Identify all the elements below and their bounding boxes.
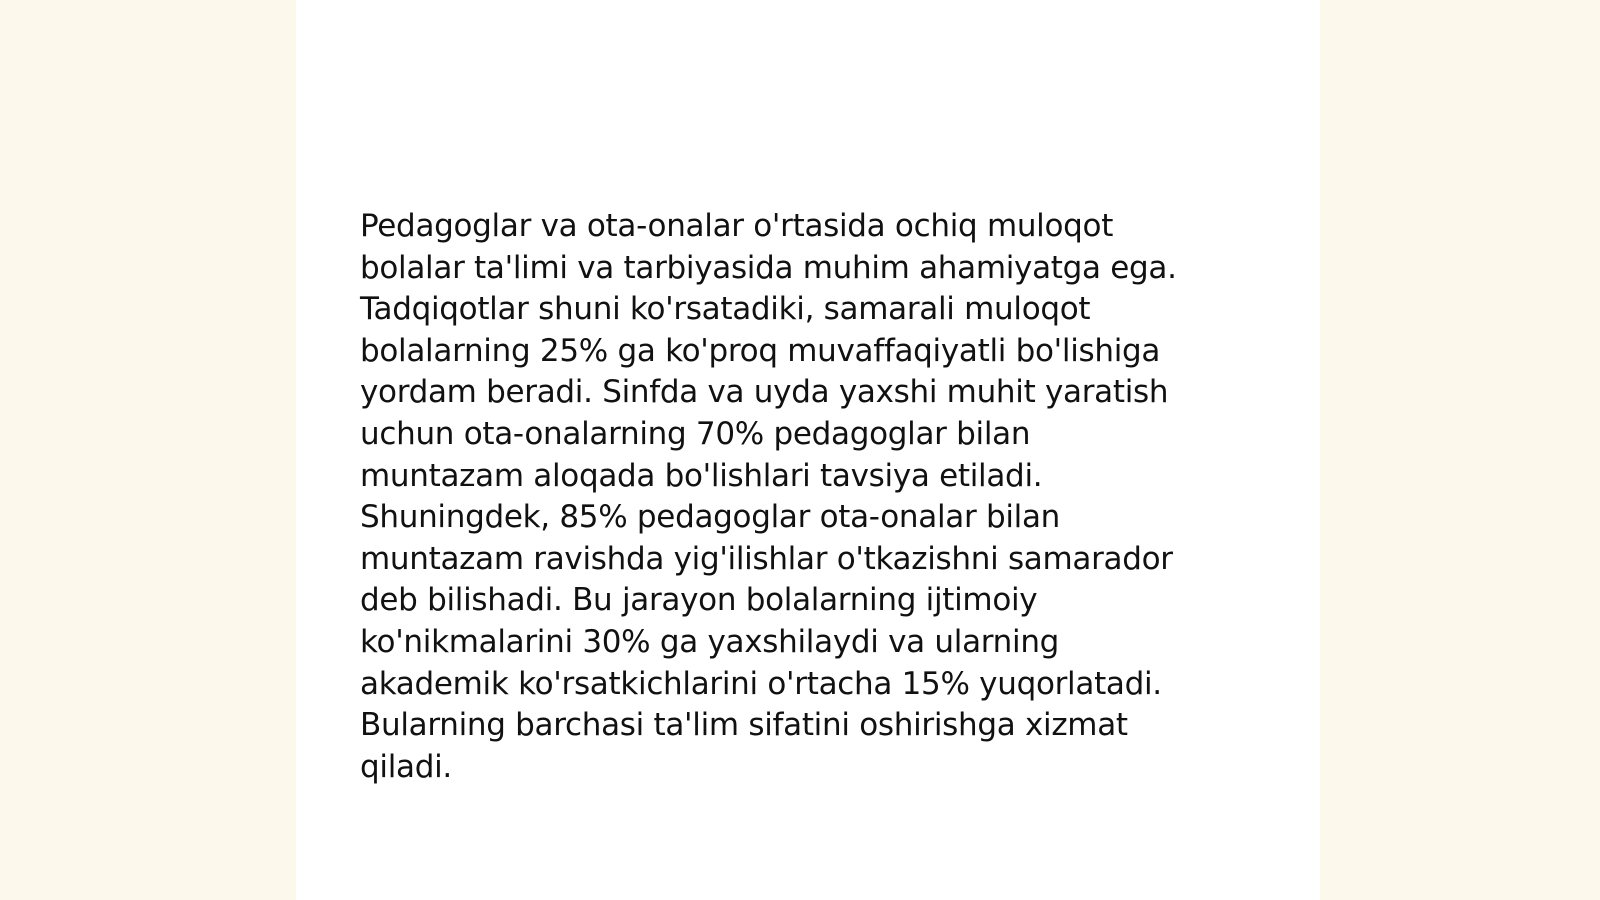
body-paragraph (360, 206, 1240, 788)
paragraph-line: deb bilishadi. Bu jarayon bolalarning ijtimoiy (360, 582, 1038, 619)
paragraph-line: bolalarning 25% ga ko'proq muvaffaqiyatli bo'lishiga (360, 332, 1161, 369)
paragraph-line: akademik ko'rsatkichlarini o'rtacha 15% yuqorlatadi. (360, 665, 1162, 702)
paragraph-line: Bularning barchasi ta'lim sifatini oshirishga xizmat (360, 707, 1128, 744)
paragraph-line: Pedagoglar va ota-onalar o'rtasida ochiq muloqot (360, 208, 1114, 244)
paragraph-line: uchun ota-onalarning 70% pedagoglar bilan (360, 415, 1031, 452)
paragraph-line: ko'nikmalarini 30% ga yaxshilaydi va ularning (360, 623, 1060, 660)
paragraph-line: Shuningdek, 85% pedagoglar ota-onalar bilan (360, 499, 1061, 536)
paragraph-line: yordam beradi. Sinfda va uyda yaxshi muhit yaratish (360, 374, 1169, 411)
paragraph-line: muntazam aloqada bo'lishlari tavsiya etiladi. (360, 457, 1043, 494)
paragraph-line: Tadqiqotlar shuni ko'rsatadiki, samarali muloqot (360, 291, 1091, 328)
paragraph-line: qiladi. (360, 748, 452, 785)
document-page (296, 0, 1320, 900)
paragraph-line: muntazam ravishda yig'ilishlar o'tkazishni samarador (360, 540, 1173, 577)
paragraph-line: bolalar ta'limi va tarbiyasida muhim ahamiyatga ega. (360, 249, 1177, 286)
